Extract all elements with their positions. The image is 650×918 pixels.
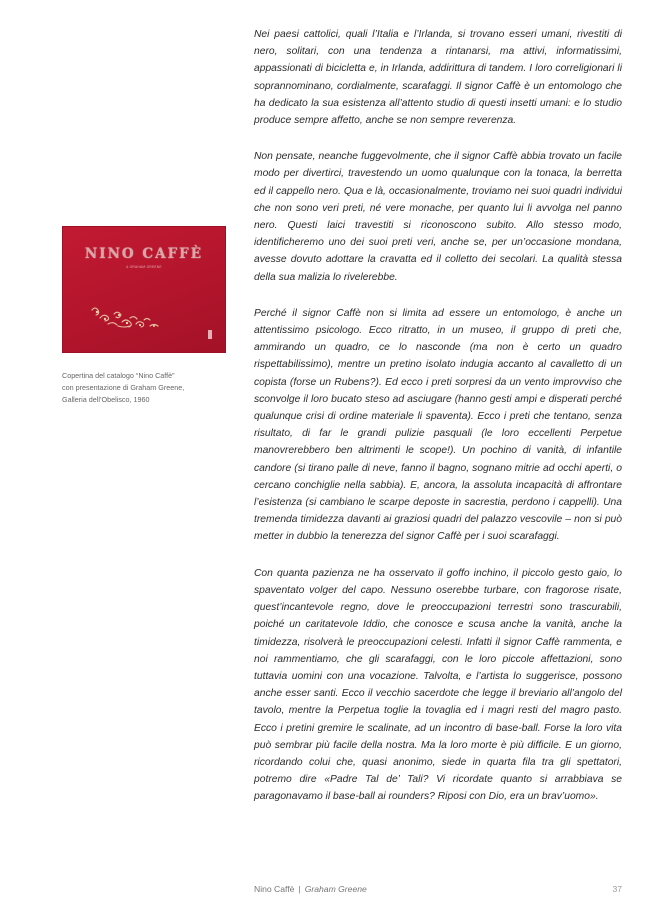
paragraph: Non pensate, neanche fuggevolmente, che il signor Caffè abbia trovato un facile modo per divertirci, travestendo un uomo qualunque con la tonaca, la berretta ed il cappello nero. Qua e là, occasionalmente, troviamo nei suoi quadri individui che non sono veri preti, né vere monache, per quanto lui li avvolga nel panno nero. Questi laici travestiti si riconoscono subito. Allo stesso modo, identificheremo uno dei suoi preti veri, anche se, per un’occasione mondana, avesse dovuto adottare la cravatta ed il colletto dei secolari. La qualità stessa della sua malizia lo rivelerebbe. [254, 151, 622, 283]
cover-illustration [88, 300, 168, 330]
cover-title: NINO CAFFÈ [84, 246, 204, 262]
article-body [254, 26, 622, 825]
image-caption [62, 370, 232, 407]
caption-line: Galleria dell’Obelisco, 1960 [62, 395, 150, 405]
footer-author: Graham Greene [304, 884, 367, 894]
caption-line: Copertina del catalogo “Nino Caffè” [62, 371, 175, 380]
catalog-cover-image [62, 226, 226, 353]
footer-separator: | [298, 884, 301, 894]
page-number: 37 [612, 884, 622, 894]
cover-mark [208, 330, 212, 339]
running-footer [254, 884, 367, 894]
caption-line: con presentazione di Graham Greene, [62, 383, 185, 393]
footer-title: Nino Caffè [254, 884, 295, 894]
paragraph: Con quanta pazienza ne ha osservato il goffo inchino, il piccolo gesto gaio, lo spaventato volger del capo. Nessuno oserebbe turbare, con fragorose risate, quest’incantevole regno, dove le preoccupazioni terrestri sono trascurabili, poiché un caritatevole Iddio, che conosce e scusa anche la vanità, anche la timidezza, risolverà le preoccupazioni celesti. Infatti il signor Caffè rammenta, e noi rammentiamo, che gli scarafaggi, con le loro piccole affettazioni, sono tuttavia uomini con una vocazione. Talvolta, e l’artista lo suggerisce, possono anche esser santi. Ecco il vecchio sacerdote che legge il breviario all’angolo del tavolo, mentre la Perpetua toglie la tovaglia ed i magri resti del magro pasto. Ecco i pretini gremire le scalinate, ad un incontro di base-ball. Forse la loro vita può sembrar più facile della nostra. Ma la loro morte è più difficile. E un giorno, ricordando colui che, quasi anonimo, siede in quarta fila tra gli spettatori, potremo dire «Padre Tal de’ Tali? Vi ricordate quanto si arrabbiava se paragonavamo il base-ball ai rounders? Riposi con Dio, era un brav’uomo». [254, 567, 622, 803]
cover-subtitle: A GRAHAM GREENE [126, 265, 162, 269]
paragraph: Nei paesi cattolici, quali l’Italia e l’Irlanda, si trovano esseri umani, rivestiti di nero, solitari, con una tendenza a rintanarsi, ma attivi, informatissimi, appassionati di bicicletta e, in Irlanda, addirittura di tandem. I loro correligionari li soprannominano, cordialmente, scarafaggi. Il signor Caffè è un entomologo che ha dedicato la sua esistenza all’attento studio di questi insetti umani: e lo studio produce sempre affetto, anche se non sempre reverenza. [254, 29, 622, 127]
paragraph: Perché il signor Caffè non si limita ad essere un entomologo, è anche un attentissimo psicologo. Ecco ritratto, in un museo, il gruppo di preti che, ammirando un quadro, ce lo nasconde (ma non è certo un quadro rispettabilissimo), mentre un pretino isolato indugia accanto al cavalletto di un copista (forse un Rubens?). Ed ecco i preti sorpresi da un vento improvviso che sconvolge il loro bucato steso ad asciugare (hanno gesti ampi e disperati perché qualunque crisi di ordine materiale li spaventa). Ecco i preti che tentano, senza risultato, di far le grandi pulizie pasquali (le loro eccellenti Perpetue manovrerebbero ben altrimenti le scope!). Un pochino di vanità, di infantile candore (si tirano palle di neve, fanno il bagno, sognano mitrie ad occhi aperti, o cercano conchiglie nella sabbia). E, ancora, la assoluta incapacità di affrontare l’esistenza (si cambiano le scarpe deposte in sacrestia, perdono i cappelli). Una tremenda timidezza davanti ai graziosi quadri del palazzo vescovile – non si può metter in dubbio la tenerezza del signor Caffè per i suoi scarafaggi. [254, 307, 622, 543]
